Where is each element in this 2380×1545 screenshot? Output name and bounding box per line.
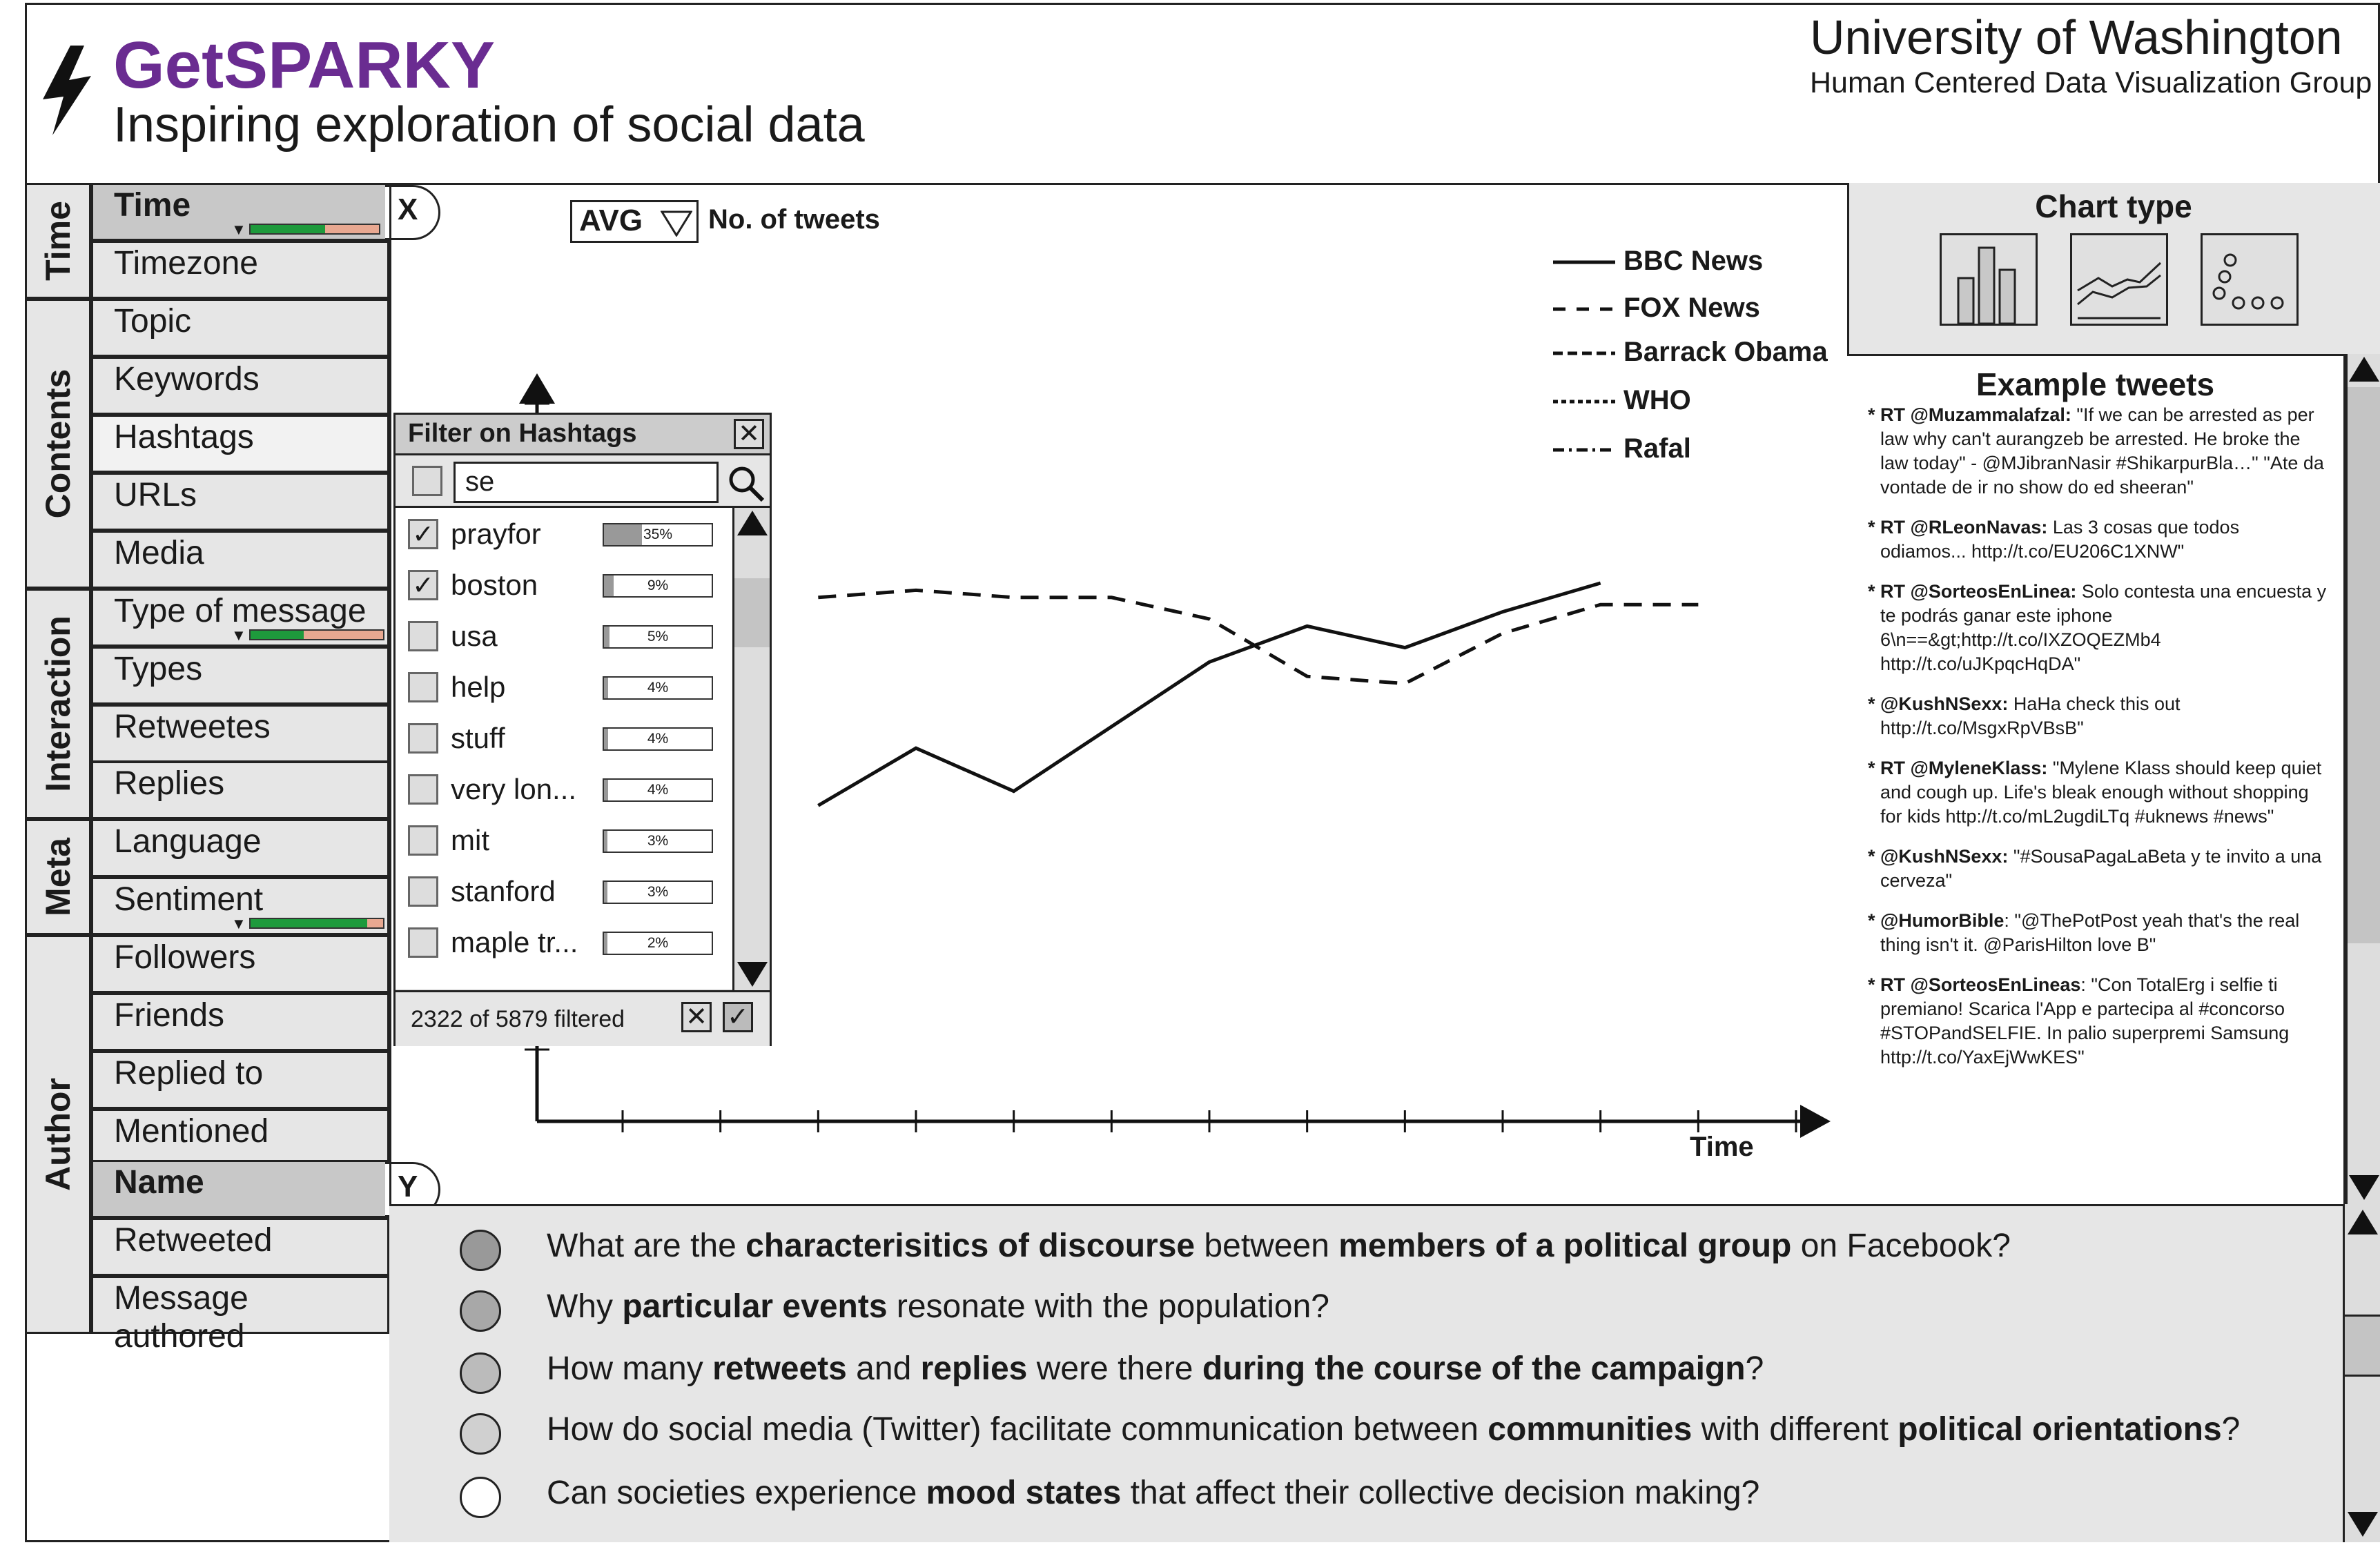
- sidebar-item-media[interactable]: [91, 531, 389, 589]
- sidebar-item-name[interactable]: [91, 1160, 389, 1218]
- question-text: [547, 1227, 2011, 1265]
- hashtag-row[interactable]: [396, 611, 732, 662]
- scroll-up-icon[interactable]: [737, 511, 768, 535]
- search-input[interactable]: [453, 462, 719, 503]
- hashtag-share-bar: [603, 574, 713, 598]
- sidebar-item-label: Retweeted: [114, 1222, 273, 1259]
- hashtag-checkbox[interactable]: [408, 774, 438, 805]
- sidebar-item-topic[interactable]: [91, 299, 389, 357]
- hashtag-share-bar: [603, 829, 713, 853]
- filter-icon: ▼: [231, 627, 246, 644]
- group-contents: [25, 299, 91, 589]
- hashtag-share-bar: [603, 880, 713, 904]
- example-tweets-panel: [1847, 354, 2345, 1204]
- filter-indicator: [249, 224, 380, 235]
- question-radio[interactable]: [460, 1230, 501, 1271]
- sidebar-item-label: Name: [114, 1164, 204, 1201]
- close-icon[interactable]: ✕: [734, 419, 764, 449]
- chevron-down-icon: [661, 210, 692, 237]
- line-chart-button[interactable]: [2070, 233, 2168, 326]
- hashtag-label: mit: [451, 824, 489, 856]
- hashtag-label: usa: [451, 620, 498, 652]
- scroll-down-icon[interactable]: [2348, 1512, 2378, 1537]
- hashtag-row[interactable]: [396, 509, 732, 560]
- hashtag-row[interactable]: [396, 918, 732, 969]
- question-text-part: mood states: [926, 1475, 1122, 1511]
- legend-label: Rafal: [1623, 433, 1691, 464]
- tweet: [1868, 909, 2330, 957]
- question-text-part: How many: [547, 1350, 713, 1387]
- sidebar-item-retweetes[interactable]: [91, 705, 389, 762]
- y-axis-label: No. of tweets: [708, 204, 880, 235]
- question-text-part: ?: [2221, 1411, 2241, 1448]
- hashtag-row[interactable]: [396, 560, 732, 611]
- hashtag-label: stanford: [451, 875, 556, 907]
- tweet-user: * RT @RLeonNavas:: [1868, 517, 2048, 538]
- hashtag-filter-popup: [393, 413, 772, 1046]
- question-text-part: How do social media (Twitter) facilitate communication between: [547, 1411, 1488, 1448]
- hashtag-share-bar: [603, 932, 713, 955]
- sidebar-item-label: Friends: [114, 997, 225, 1034]
- tweet-text: "If we can be arrested as per law why can't aurangzeb be arrested. He broke the law today" - @MJibranNasir #ShikarpurBla…" "Ate da vontade de ir no show do ed sheeran": [1880, 404, 2324, 498]
- hashtag-percent: 9%: [647, 578, 669, 593]
- question-radio[interactable]: [460, 1352, 501, 1394]
- legend-rafal[interactable]: [1623, 433, 1691, 464]
- scroll-down-icon[interactable]: [2349, 1175, 2379, 1200]
- aggregate-value: AVG: [579, 204, 643, 237]
- hashtag-percent: 4%: [647, 680, 669, 696]
- tweet-user: * @HumorBible: [1868, 910, 2005, 931]
- hashtag-checkbox[interactable]: [408, 825, 438, 856]
- legend-who[interactable]: [1623, 385, 1691, 416]
- sidebar-item-label: URLs: [114, 477, 197, 513]
- popup-scrollbar[interactable]: [732, 506, 770, 990]
- sidebar-item-label: Media: [114, 535, 204, 571]
- hashtag-list: [396, 506, 732, 989]
- question-radio[interactable]: [460, 1290, 501, 1332]
- sidebar-item-type-of-message[interactable]: [91, 589, 389, 647]
- sidebar-item-followers[interactable]: [91, 935, 389, 993]
- hashtag-row[interactable]: [396, 662, 732, 714]
- question-text-part: and: [846, 1350, 921, 1387]
- question-text: [547, 1410, 2240, 1448]
- group-label: Contents: [39, 368, 77, 519]
- tweet-text: : "@ThePotPost yeah that's the real thing isn't it. @ParisHilton love B": [1880, 910, 2300, 955]
- bar-chart-icon: [1942, 235, 2036, 324]
- question-text-part: particular events: [622, 1288, 888, 1325]
- question-text-part: ?: [1745, 1350, 1764, 1387]
- popup-title: Filter on Hashtags: [408, 419, 637, 448]
- hashtag-checkbox[interactable]: [408, 621, 438, 651]
- sidebar-item-language[interactable]: [91, 819, 389, 877]
- tweet: [1868, 403, 2330, 500]
- tweet-user: * RT @SorteosEnLineas: [1868, 974, 2081, 995]
- question-text-part: that affect their collective decision making?: [1121, 1475, 1760, 1511]
- legend-label: Barrack Obama: [1623, 337, 1828, 367]
- app-title: GetSPARKY: [113, 28, 495, 102]
- questions-scrollbar[interactable]: [2343, 1204, 2380, 1542]
- tweets-scrollbar[interactable]: [2345, 354, 2380, 1204]
- question-text-part: resonate with the population?: [887, 1288, 1329, 1325]
- scroll-thumb[interactable]: [734, 578, 770, 647]
- sidebar-item-retweeted[interactable]: [91, 1218, 389, 1276]
- hashtag-checkbox[interactable]: ✓: [408, 519, 438, 549]
- hashtag-label: stuff: [451, 722, 505, 754]
- question-text-part: political orientations: [1898, 1411, 2222, 1448]
- question-radio[interactable]: [460, 1477, 501, 1518]
- sidebar-item-replied-to[interactable]: [91, 1051, 389, 1109]
- sidebar-item-label: Replies: [114, 765, 225, 802]
- scroll-up-icon[interactable]: [2348, 1210, 2378, 1234]
- scatter-chart-button[interactable]: [2201, 233, 2299, 326]
- tweet-text: HaHa check this out http://t.co/MsgxRpVBsB": [1880, 693, 2181, 738]
- question-text-part: characterisitics of discourse: [745, 1228, 1196, 1264]
- question-text-part: were there: [1027, 1350, 1202, 1387]
- hashtag-percent: 5%: [647, 629, 669, 644]
- sidebar-item-label: Replied to: [114, 1055, 264, 1092]
- sidebar-item-label: Message authored: [114, 1280, 248, 1355]
- legend-swatches: [1552, 248, 1621, 455]
- sidebar-item-label: Followers: [114, 939, 256, 976]
- legend-label: BBC News: [1623, 246, 1764, 276]
- sidebar-item-label: Hashtags: [114, 419, 254, 455]
- tweet: [1868, 692, 2330, 740]
- x-axis-tab-label: X: [398, 193, 418, 226]
- question-text-part: communities: [1488, 1411, 1693, 1448]
- sidebar-item-sentiment[interactable]: [91, 877, 389, 935]
- tweet: [1868, 973, 2330, 1070]
- scroll-thumb[interactable]: [2345, 1315, 2380, 1377]
- group-interaction: [25, 589, 91, 819]
- sidebar-item-message-authored[interactable]: [91, 1276, 389, 1355]
- hashtag-label: boston: [451, 569, 538, 601]
- hashtag-share-bar: [603, 778, 713, 802]
- lightning-icon: [43, 46, 92, 135]
- tweet: [1868, 756, 2330, 829]
- tweet-user: * RT @SorteosEnLinea:: [1868, 581, 2077, 602]
- tweet-user: * @KushNSexx:: [1868, 846, 2009, 867]
- filter-icon: ▼: [231, 915, 246, 932]
- bar-chart-button[interactable]: [1940, 233, 2038, 326]
- question-text-part: Can societies experience: [547, 1475, 926, 1511]
- legend-bbc-news[interactable]: [1623, 246, 1763, 277]
- tweet-text: Solo contesta una encuesta y te podrás ganar este iphone 6\n==&gt;http://t.co/IXZOQEZMb4 http://t.co/uJKpqcHqDA": [1880, 581, 2327, 674]
- sidebar-item-friends[interactable]: [91, 993, 389, 1051]
- hashtag-checkbox[interactable]: [408, 672, 438, 702]
- question-text: [547, 1350, 1764, 1388]
- filter-indicator: [249, 918, 384, 929]
- y-axis-tab-label: Y: [398, 1170, 418, 1203]
- question-text: [547, 1288, 1329, 1326]
- group-label: Author: [39, 1078, 77, 1191]
- group-time: [25, 183, 91, 299]
- question-text-part: retweets: [712, 1350, 847, 1387]
- filter-icon: ▼: [231, 221, 246, 238]
- hashtag-label: prayfor: [451, 518, 541, 550]
- question-text-part: during the course of the campaign: [1202, 1350, 1746, 1387]
- question-text-part: members of a political group: [1338, 1228, 1792, 1264]
- scroll-down-icon[interactable]: [737, 962, 768, 987]
- hashtag-percent: 4%: [647, 731, 669, 747]
- confirm-button[interactable]: ✓: [723, 1002, 753, 1032]
- sidebar-item-label: Keywords: [114, 361, 260, 397]
- series-line: [818, 590, 1698, 683]
- tweet-user: * @KushNSexx:: [1868, 693, 2009, 714]
- popup-header: [396, 415, 770, 455]
- search-value: se: [465, 466, 495, 497]
- sidebar-item-mentioned[interactable]: [91, 1109, 389, 1167]
- group-label: Meta: [39, 838, 77, 916]
- question-text: [547, 1474, 1759, 1512]
- legend-label: WHO: [1623, 385, 1691, 415]
- tweet-text: Las 3 cosas que todos odiamos... http://t.co/EU206C1XNW": [1880, 517, 2240, 562]
- sidebar-item-timezone[interactable]: [91, 241, 389, 299]
- question-text-part: between: [1195, 1228, 1339, 1264]
- scroll-up-icon[interactable]: [2349, 357, 2379, 382]
- sidebar-item-label: Timezone: [114, 245, 258, 282]
- hashtag-label: maple tr...: [451, 926, 578, 958]
- question-text-part: Why: [547, 1288, 623, 1325]
- sidebar-item-label: Language: [114, 823, 262, 860]
- legend-fox-news[interactable]: [1623, 293, 1760, 324]
- hashtag-checkbox[interactable]: [408, 876, 438, 907]
- hashtag-percent: 35%: [643, 527, 673, 542]
- group-label: Time: [39, 201, 77, 281]
- question-radio[interactable]: [460, 1413, 501, 1455]
- group-name: Human Centered Data Visualization Group: [1810, 66, 2372, 99]
- chart-type-title: Chart type: [2035, 188, 2192, 224]
- aggregate-dropdown[interactable]: [570, 200, 699, 243]
- sidebar-item-urls[interactable]: [91, 473, 389, 531]
- hashtag-percent: 2%: [647, 935, 669, 951]
- popup-footer: [396, 990, 770, 1046]
- sidebar-item-label: Mentioned: [114, 1113, 269, 1150]
- group-author: [25, 935, 91, 1334]
- sidebar-item-label: Type of message: [114, 593, 367, 629]
- scroll-thumb[interactable]: [2348, 387, 2380, 943]
- university-name: University of Washington: [1810, 10, 2343, 64]
- hashtag-row[interactable]: [396, 816, 732, 867]
- example-tweets-title: Example tweets: [1976, 366, 2215, 402]
- question-text-part: with different: [1692, 1411, 1898, 1448]
- scatter-chart-icon: [2203, 235, 2296, 324]
- select-all-checkbox[interactable]: [412, 466, 442, 496]
- hashtag-share-bar: [603, 625, 713, 649]
- hashtag-percent: 3%: [647, 833, 669, 849]
- group-label: Interaction: [39, 616, 77, 792]
- x-axis-label: Time: [1690, 1132, 1754, 1162]
- hashtag-share-bar: [603, 727, 713, 751]
- tweet-text: "Mylene Klass should keep quiet and cough up. Life's bleak enough without shopping for kids http://t.co/mL2ugdiLTq #uknews #news": [1880, 758, 2322, 827]
- cancel-button[interactable]: ✕: [681, 1002, 712, 1032]
- sidebar-item-label: Sentiment: [114, 881, 264, 918]
- series-line: [818, 583, 1600, 805]
- hashtag-checkbox[interactable]: [408, 927, 438, 958]
- hashtag-percent: 3%: [647, 884, 669, 900]
- hashtag-row[interactable]: [396, 714, 732, 765]
- sidebar-item-replies[interactable]: [91, 761, 389, 819]
- hashtag-share-bar: [603, 676, 713, 700]
- x-axis-arrow: [1800, 1105, 1831, 1138]
- hashtag-label: very lon...: [451, 773, 577, 805]
- hashtag-label: help: [451, 671, 506, 703]
- sidebar-item-keywords[interactable]: [91, 357, 389, 415]
- filter-count: 2322 of 5879 filtered: [411, 1006, 625, 1032]
- sidebar-item-label: Types: [114, 651, 203, 687]
- hashtag-checkbox[interactable]: [408, 723, 438, 754]
- legend-label: FOX News: [1623, 293, 1760, 323]
- y-axis-arrow: [519, 373, 555, 404]
- tweet-text: : "Con TotalErg i selfie ti premiano! Scarica l'App e partecipa al #concorso #STOPandSELFIE. In palio superpremi Samsung http://t.co/YaxEjWwKES": [1880, 974, 2290, 1067]
- sidebar-item-label: Time: [114, 187, 191, 224]
- line-chart-icon: [2072, 235, 2166, 324]
- tweet-text: "#SousaPagaLaBeta y te invito a una cerveza": [1880, 846, 2322, 891]
- tweet-list: [1847, 403, 2343, 1070]
- question-text-part: replies: [920, 1350, 1028, 1387]
- legend-barrack-obama[interactable]: [1623, 337, 1828, 368]
- sidebar-item-time[interactable]: [91, 183, 389, 241]
- hashtag-percent: 4%: [647, 782, 669, 798]
- filter-indicator: [249, 629, 384, 640]
- sidebar-item-label: Topic: [114, 303, 192, 339]
- app-subtitle: Inspiring exploration of social data: [113, 97, 865, 152]
- sidebar-item-label: Retweetes: [114, 709, 271, 745]
- tweet-user: * RT @Muzammalafzal:: [1868, 404, 2071, 425]
- hashtag-row[interactable]: [396, 765, 732, 816]
- tweet: [1868, 515, 2330, 564]
- question-text-part: What are the: [547, 1228, 746, 1264]
- sidebar-item-hashtags[interactable]: [91, 415, 389, 473]
- tweet: [1868, 580, 2330, 676]
- hashtag-share-bar: [603, 523, 713, 547]
- sidebar-item-types[interactable]: [91, 647, 389, 705]
- hashtag-row[interactable]: [396, 867, 732, 918]
- search-icon[interactable]: [725, 463, 767, 504]
- hashtag-checkbox[interactable]: ✓: [408, 570, 438, 600]
- question-text-part: on Facebook?: [1791, 1228, 2011, 1264]
- tweet: [1868, 845, 2330, 893]
- tweet-user: * RT @MyleneKlass:: [1868, 758, 2048, 778]
- group-meta: [25, 819, 91, 935]
- questions-panel: [389, 1204, 2343, 1542]
